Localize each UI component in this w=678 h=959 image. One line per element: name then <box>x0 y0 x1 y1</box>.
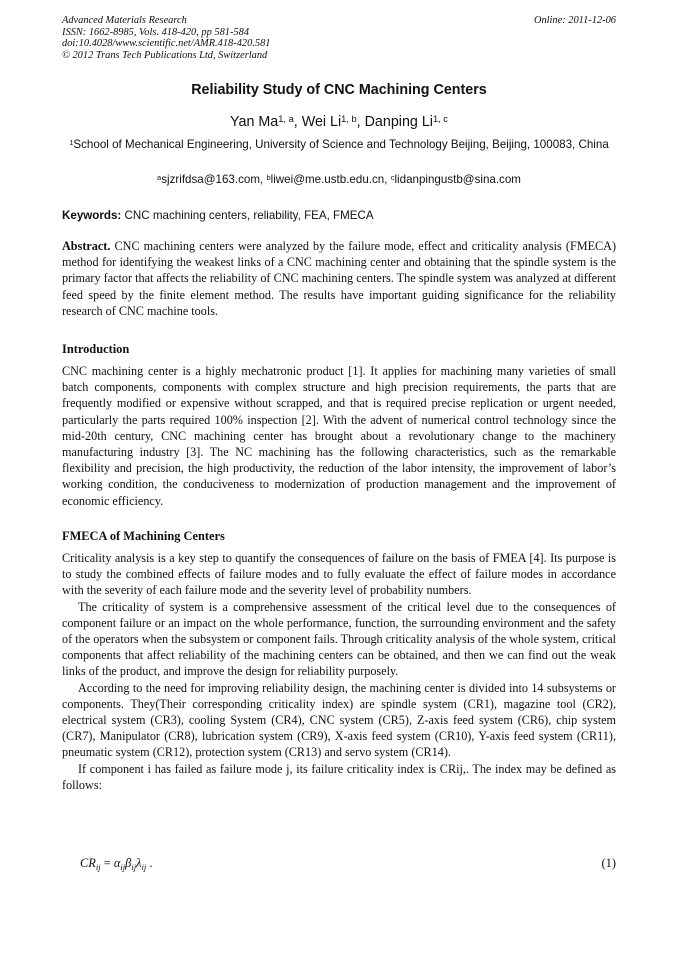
equation-subscript: ij <box>141 861 147 872</box>
equation-operator: = <box>100 856 114 870</box>
author-affil-mark: 1, b <box>341 113 357 124</box>
paragraph: The criticality of system is a comprehensive assessment of the critical level due to the consequences of component failure or an impact on the whole performance, function, the surrounding environment and the safety of the operators when the subsystem or component fails. Through criticality analysis of the whole system, critical components that affect reliability of the machining centers can be obtained, and then we can find out the weak links of the product, and improve the design for reliability purposely. <box>62 599 616 679</box>
section-heading-fmeca: FMECA of Machining Centers <box>62 529 225 543</box>
paragraph: If component i has failed as failure mode j, its failure criticality index is CRij,. The index may be defined as follows: <box>62 761 616 792</box>
email-address[interactable]: lidanpingustb@sina.com <box>394 173 521 186</box>
journal-copyright: © 2012 Trans Tech Publications Ltd, Switzerland <box>62 49 268 61</box>
abstract-label: Abstract. <box>62 239 111 253</box>
paragraph: According to the need for improving reliability design, the machining center is divided into 14 subsystems or components. They(Their corresponding criticality index) are spindle system (CR1), magazine tool (CR2), electrical system (CR3), cooling System (CR4), CNC system (CR5), Z-axis feed system (CR6), chip system (CR7), Manipulator (CR8), lubrication system (CR9), X-axis feed system (CR10), Y-axis feed system (CR11), pneumatic system (CR12), protection system (CR13) and servo system (CR14). <box>62 680 616 760</box>
equation-subscript: ij <box>131 861 137 872</box>
author-name: Danping Li <box>364 114 433 130</box>
online-date: Online: 2011-12-06 <box>533 15 616 26</box>
abstract <box>62 238 616 319</box>
paragraph: CNC machining center is a highly mechatronic product [1]. It applies for machining many varieties of small batch components, components with complex structure and high precision requirements, the parts that are frequently modified or expensive without scrapped, and that is required precise replication or urgent needed, particularly the parts required 100% inspection [2]. With the advent of numerical control technology since the mid-20th century, CNC machining center has brought about a revolutionary change to the machinery manufacturing industry [3]. The NC machining has the following characteristics, such as the remarkable flexibility and precision, the high productivity, the reduction of the labor intensity, the improvement of labor’s working condition, the conduciveness to modernization of production management and the improvement of economic efficiency. <box>62 364 616 508</box>
journal-issn: ISSN: 1662-8985, Vols. 418-420, pp 581-584 <box>62 26 250 38</box>
email-mark: c <box>390 172 395 182</box>
email-list: $^a$sjzrifdsa@163.com, $^b$liwei@me.ustb.edu.cn, $^c$lidanpingustb@sina.com <box>157 172 521 186</box>
affiliation-mark: 1 <box>69 137 74 147</box>
author-list: Yan Ma$^{1, a}$, Wei Li$^{1, b}$, Danping Li$^{1, c}$ <box>230 113 448 130</box>
author-name: Yan Ma <box>230 114 279 130</box>
affiliation-text: School of Mechanical Engineering, University of Science and Technology Beijing, Beijing, 100083, China <box>73 138 609 151</box>
affiliation <box>62 137 616 153</box>
fmeca-body <box>62 550 616 793</box>
paragraph: Criticality analysis is a key step to quantify the consequences of failure on the basis of FMEA [4]. Its purpose is to study the combined effects of failure modes and to fully evaluate the effect of failure modes in accordance with the severity of each failure mode and the severity level of probability numbers. <box>62 551 616 598</box>
keywords <box>62 209 616 222</box>
equation-term: CR <box>80 856 96 870</box>
equation-number: (1) <box>601 856 616 870</box>
equation-term: λ <box>136 856 142 870</box>
equation-term: α <box>113 856 121 870</box>
equation-tail: . <box>146 856 153 870</box>
author-affil-mark: 1, c <box>432 113 448 124</box>
equation-subscript: ij <box>120 861 126 872</box>
keywords-text: CNC machining centers, reliability, FEA, FMECA <box>124 209 374 222</box>
journal-header <box>62 15 616 61</box>
email-address[interactable]: sjzrifdsa@163.com <box>161 173 260 186</box>
keywords-label: Keywords: <box>62 209 122 222</box>
section-heading-introduction: Introduction <box>62 342 130 356</box>
equation-term: β <box>125 856 132 870</box>
email-mark: a <box>157 172 162 182</box>
introduction-body <box>62 363 616 509</box>
email-mark: b <box>266 172 271 182</box>
paper-title: Reliability Study of CNC Machining Centers <box>191 82 487 98</box>
email-address[interactable]: liwei@me.ustb.edu.cn <box>270 173 385 186</box>
journal-doi: doi:10.4028/www.scientific.net/AMR.418-420.581 <box>62 38 271 50</box>
equation-subscript: ij <box>95 861 101 872</box>
journal-name: Advanced Materials Research <box>62 15 187 26</box>
author-affil-mark: 1, a <box>278 113 294 124</box>
equation-1 <box>80 856 153 871</box>
author-name: Wei Li <box>301 114 342 130</box>
abstract-text: CNC machining centers were analyzed by the failure mode, effect and criticality analysis (FMECA) method for identifying the weakest links of a CNC machining center and obtaining that the spindle system is the primary factor that affects the reliability of CNC machining centers. The spindle system was analyzed at different feed speed by the finite element method. The results have important guiding significance for the reliability research of CNC machine tools. <box>62 239 616 318</box>
